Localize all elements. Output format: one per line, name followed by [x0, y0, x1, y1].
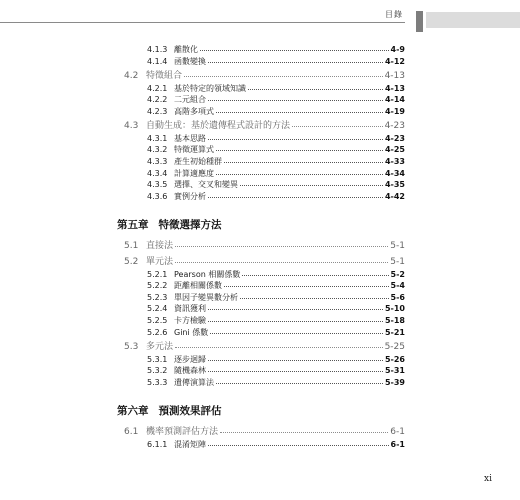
toc-entry-title: 特徵組合 — [146, 70, 183, 81]
toc-entry-title: 多元法 — [146, 341, 174, 352]
toc-entry-page: 5-31 — [384, 366, 405, 376]
chapter-number: 第五章 — [117, 219, 149, 232]
toc-entry-title: Pearson 相關係數 — [174, 269, 241, 279]
dot-leader — [208, 315, 383, 322]
toc-entry-number: 6.1 — [124, 427, 139, 438]
toc-entry-title: 二元組合 — [174, 95, 206, 105]
dot-leader — [208, 365, 383, 372]
dot-leader — [216, 144, 383, 151]
toc-entry-number: 4.3.5 — [147, 180, 168, 190]
toc-subsection-entry[interactable] — [147, 328, 405, 338]
toc-subsection-entry[interactable] — [147, 134, 405, 144]
toc-entry-title: 單元法 — [146, 256, 174, 267]
toc-entry-title: 高階多項式 — [174, 106, 214, 116]
toc-subsection-entry[interactable] — [147, 366, 405, 376]
toc-entry-title: 選擇、交叉和變異 — [174, 180, 238, 190]
page-number: xi — [484, 474, 492, 484]
dot-leader — [210, 327, 383, 334]
toc-entry-page: 4-12 — [384, 56, 405, 66]
toc-entry-page: 4-34 — [384, 168, 405, 178]
toc-entry-page: 4-35 — [384, 180, 405, 190]
toc-subsection-entry[interactable] — [147, 157, 405, 167]
toc-entry-number: 4.3.2 — [147, 145, 168, 155]
toc-section-entry[interactable] — [124, 121, 405, 131]
toc-entry-title: 距離相關係數 — [174, 281, 222, 291]
toc-entry-page: 4-14 — [384, 95, 405, 105]
toc-entry-number: 5.2.2 — [147, 281, 168, 291]
dot-leader — [224, 156, 383, 163]
dot-leader — [208, 94, 383, 101]
toc-entry-page: 5-1 — [390, 241, 405, 252]
toc-entry-title: 隨機森林 — [174, 366, 206, 376]
toc-subsection-entry[interactable] — [147, 45, 405, 55]
dot-leader — [184, 70, 383, 77]
dot-leader — [248, 83, 383, 90]
dot-leader — [240, 179, 383, 186]
dot-leader — [208, 133, 383, 140]
chapter-heading — [117, 403, 222, 418]
toc-entry-title: 混淆矩陣 — [174, 440, 206, 450]
dot-leader — [224, 280, 389, 287]
toc-entry-number: 4.2.2 — [147, 95, 168, 105]
toc-subsection-entry[interactable] — [147, 293, 405, 303]
toc-entry-title: 產生初始種群 — [174, 157, 222, 166]
toc-entry-number: 4.3.4 — [147, 168, 168, 178]
dot-leader — [208, 56, 383, 63]
toc-section-entry[interactable] — [124, 241, 405, 251]
dot-leader — [220, 426, 388, 433]
dot-leader — [242, 269, 388, 276]
running-header: 目錄 — [385, 10, 403, 19]
toc-subsection-entry[interactable] — [147, 270, 405, 280]
toc-entry-number: 4.1.4 — [147, 56, 168, 66]
toc-entry-page: 4-33 — [384, 157, 405, 166]
dot-leader — [292, 120, 383, 127]
toc-entry-page: 6-1 — [390, 427, 405, 438]
toc-entry-title: 實例分析 — [174, 191, 206, 201]
toc-entry-page: 5-6 — [390, 292, 405, 302]
dot-leader — [216, 106, 383, 113]
toc-entry-number: 6.1.1 — [147, 440, 168, 450]
toc-subsection-entry[interactable] — [147, 304, 405, 314]
dot-leader — [208, 303, 383, 310]
dot-leader — [240, 292, 389, 299]
toc-subsection-entry[interactable] — [147, 180, 405, 190]
toc-entry-title: 逐步迴歸 — [174, 354, 206, 364]
toc-entry-page: 5-10 — [384, 304, 405, 314]
dot-leader — [208, 354, 383, 361]
toc-entry-number: 5.3.3 — [147, 377, 168, 387]
toc-subsection-entry[interactable] — [147, 57, 405, 67]
toc-entry-number: 5.3 — [124, 341, 139, 352]
toc-subsection-entry[interactable] — [147, 95, 405, 105]
toc-entry-number: 4.2 — [124, 70, 139, 81]
toc-entry-page: 5-26 — [384, 354, 405, 364]
toc-entry-page: 4-23 — [384, 121, 405, 131]
toc-entry-title: 機率預測評估方法 — [146, 427, 219, 438]
toc-entry-page: 5-25 — [384, 341, 405, 352]
chapter-heading — [117, 217, 222, 232]
toc-section-entry[interactable] — [124, 427, 405, 437]
dot-leader — [208, 439, 389, 446]
toc-entry-number: 5.2.4 — [147, 304, 168, 314]
dot-leader — [175, 256, 388, 263]
toc-entry-page: 4-19 — [384, 106, 405, 116]
toc-entry-number: 5.2 — [124, 256, 139, 267]
toc-entry-number: 5.2.3 — [147, 292, 168, 302]
chapter-number: 第六章 — [117, 405, 149, 418]
toc-entry-number: 5.3.2 — [147, 366, 168, 376]
toc-entry-number: 4.3 — [124, 121, 139, 131]
chapter-title: 預測效果評估 — [158, 405, 222, 418]
toc-entry-page: 5-1 — [390, 256, 405, 267]
toc-subsection-entry[interactable] — [147, 192, 405, 202]
dot-leader — [216, 168, 383, 175]
toc-entry-title: 單因子變異數分析 — [174, 292, 238, 302]
toc-entry-page: 5-4 — [390, 281, 405, 291]
toc-entry-page: 5-39 — [384, 377, 405, 387]
toc-entry-number: 5.3.1 — [147, 354, 168, 364]
toc-entry-title: 基於特定的領域知識 — [174, 83, 246, 93]
toc-entry-number: 4.3.3 — [147, 157, 168, 166]
toc-entry-title: 遺傳演算法 — [174, 377, 214, 387]
toc-entry-number: 4.2.3 — [147, 106, 168, 116]
toc-entry-title: 自動生成：基於遺傳程式設計的方法 — [146, 121, 291, 131]
toc-entry-title: Gini 係數 — [174, 327, 209, 337]
toc-entry-page: 4-9 — [390, 45, 405, 54]
toc-entry-page: 5-2 — [390, 269, 405, 279]
toc-entry-page: 5-18 — [384, 316, 405, 325]
toc-subsection-entry[interactable] — [147, 169, 405, 179]
toc-entry-page: 4-42 — [384, 191, 405, 201]
toc-entry-title: 直接法 — [146, 241, 174, 252]
toc-entry-title: 函數變換 — [174, 56, 206, 66]
toc-entry-page: 4-13 — [384, 70, 405, 81]
dot-leader — [216, 377, 383, 384]
toc-subsection-entry[interactable] — [147, 316, 405, 326]
toc-entry-number: 5.2.1 — [147, 269, 168, 279]
toc-entry-title: 資訊獲利 — [174, 304, 206, 314]
toc-entry-page: 6-1 — [390, 440, 405, 450]
toc-entry-number: 5.2.6 — [147, 327, 168, 337]
toc-subsection-entry[interactable] — [147, 84, 405, 94]
toc-entry-number: 4.1.3 — [147, 45, 168, 54]
dot-leader — [175, 341, 383, 348]
toc-entry-title: 離散化 — [174, 45, 198, 54]
dot-leader — [175, 240, 388, 247]
toc-entry-page: 5-21 — [384, 327, 405, 337]
toc-subsection-entry[interactable] — [147, 145, 405, 155]
toc-section-entry[interactable] — [124, 257, 405, 267]
toc-entry-number: 4.2.1 — [147, 83, 168, 93]
toc-entry-number: 4.3.1 — [147, 133, 168, 143]
toc-subsection-entry[interactable] — [147, 281, 405, 291]
toc-subsection-entry[interactable] — [147, 107, 405, 117]
dot-leader — [208, 191, 383, 198]
chapter-title: 特徵選擇方法 — [158, 219, 222, 232]
toc-subsection-entry[interactable] — [147, 355, 405, 365]
toc-entry-title: 計算適應度 — [174, 168, 214, 178]
toc-entry-number: 5.2.5 — [147, 316, 168, 325]
toc-section-entry[interactable] — [124, 71, 405, 81]
toc-entry-page: 4-13 — [384, 83, 405, 93]
toc-entry-number: 4.3.6 — [147, 191, 168, 201]
toc-entry-number: 5.1 — [124, 241, 139, 252]
dot-leader — [200, 44, 389, 51]
toc-entry-page: 4-23 — [384, 133, 405, 143]
toc-section-entry[interactable] — [124, 342, 405, 352]
toc-entry-title: 卡方檢驗 — [174, 316, 206, 325]
toc-entry-page: 4-25 — [384, 145, 405, 155]
toc-entry-title: 基本思路 — [174, 133, 206, 143]
toc-entry-title: 特徵運算式 — [174, 145, 214, 155]
toc-subsection-entry[interactable] — [147, 378, 405, 388]
toc-subsection-entry[interactable] — [147, 440, 405, 450]
